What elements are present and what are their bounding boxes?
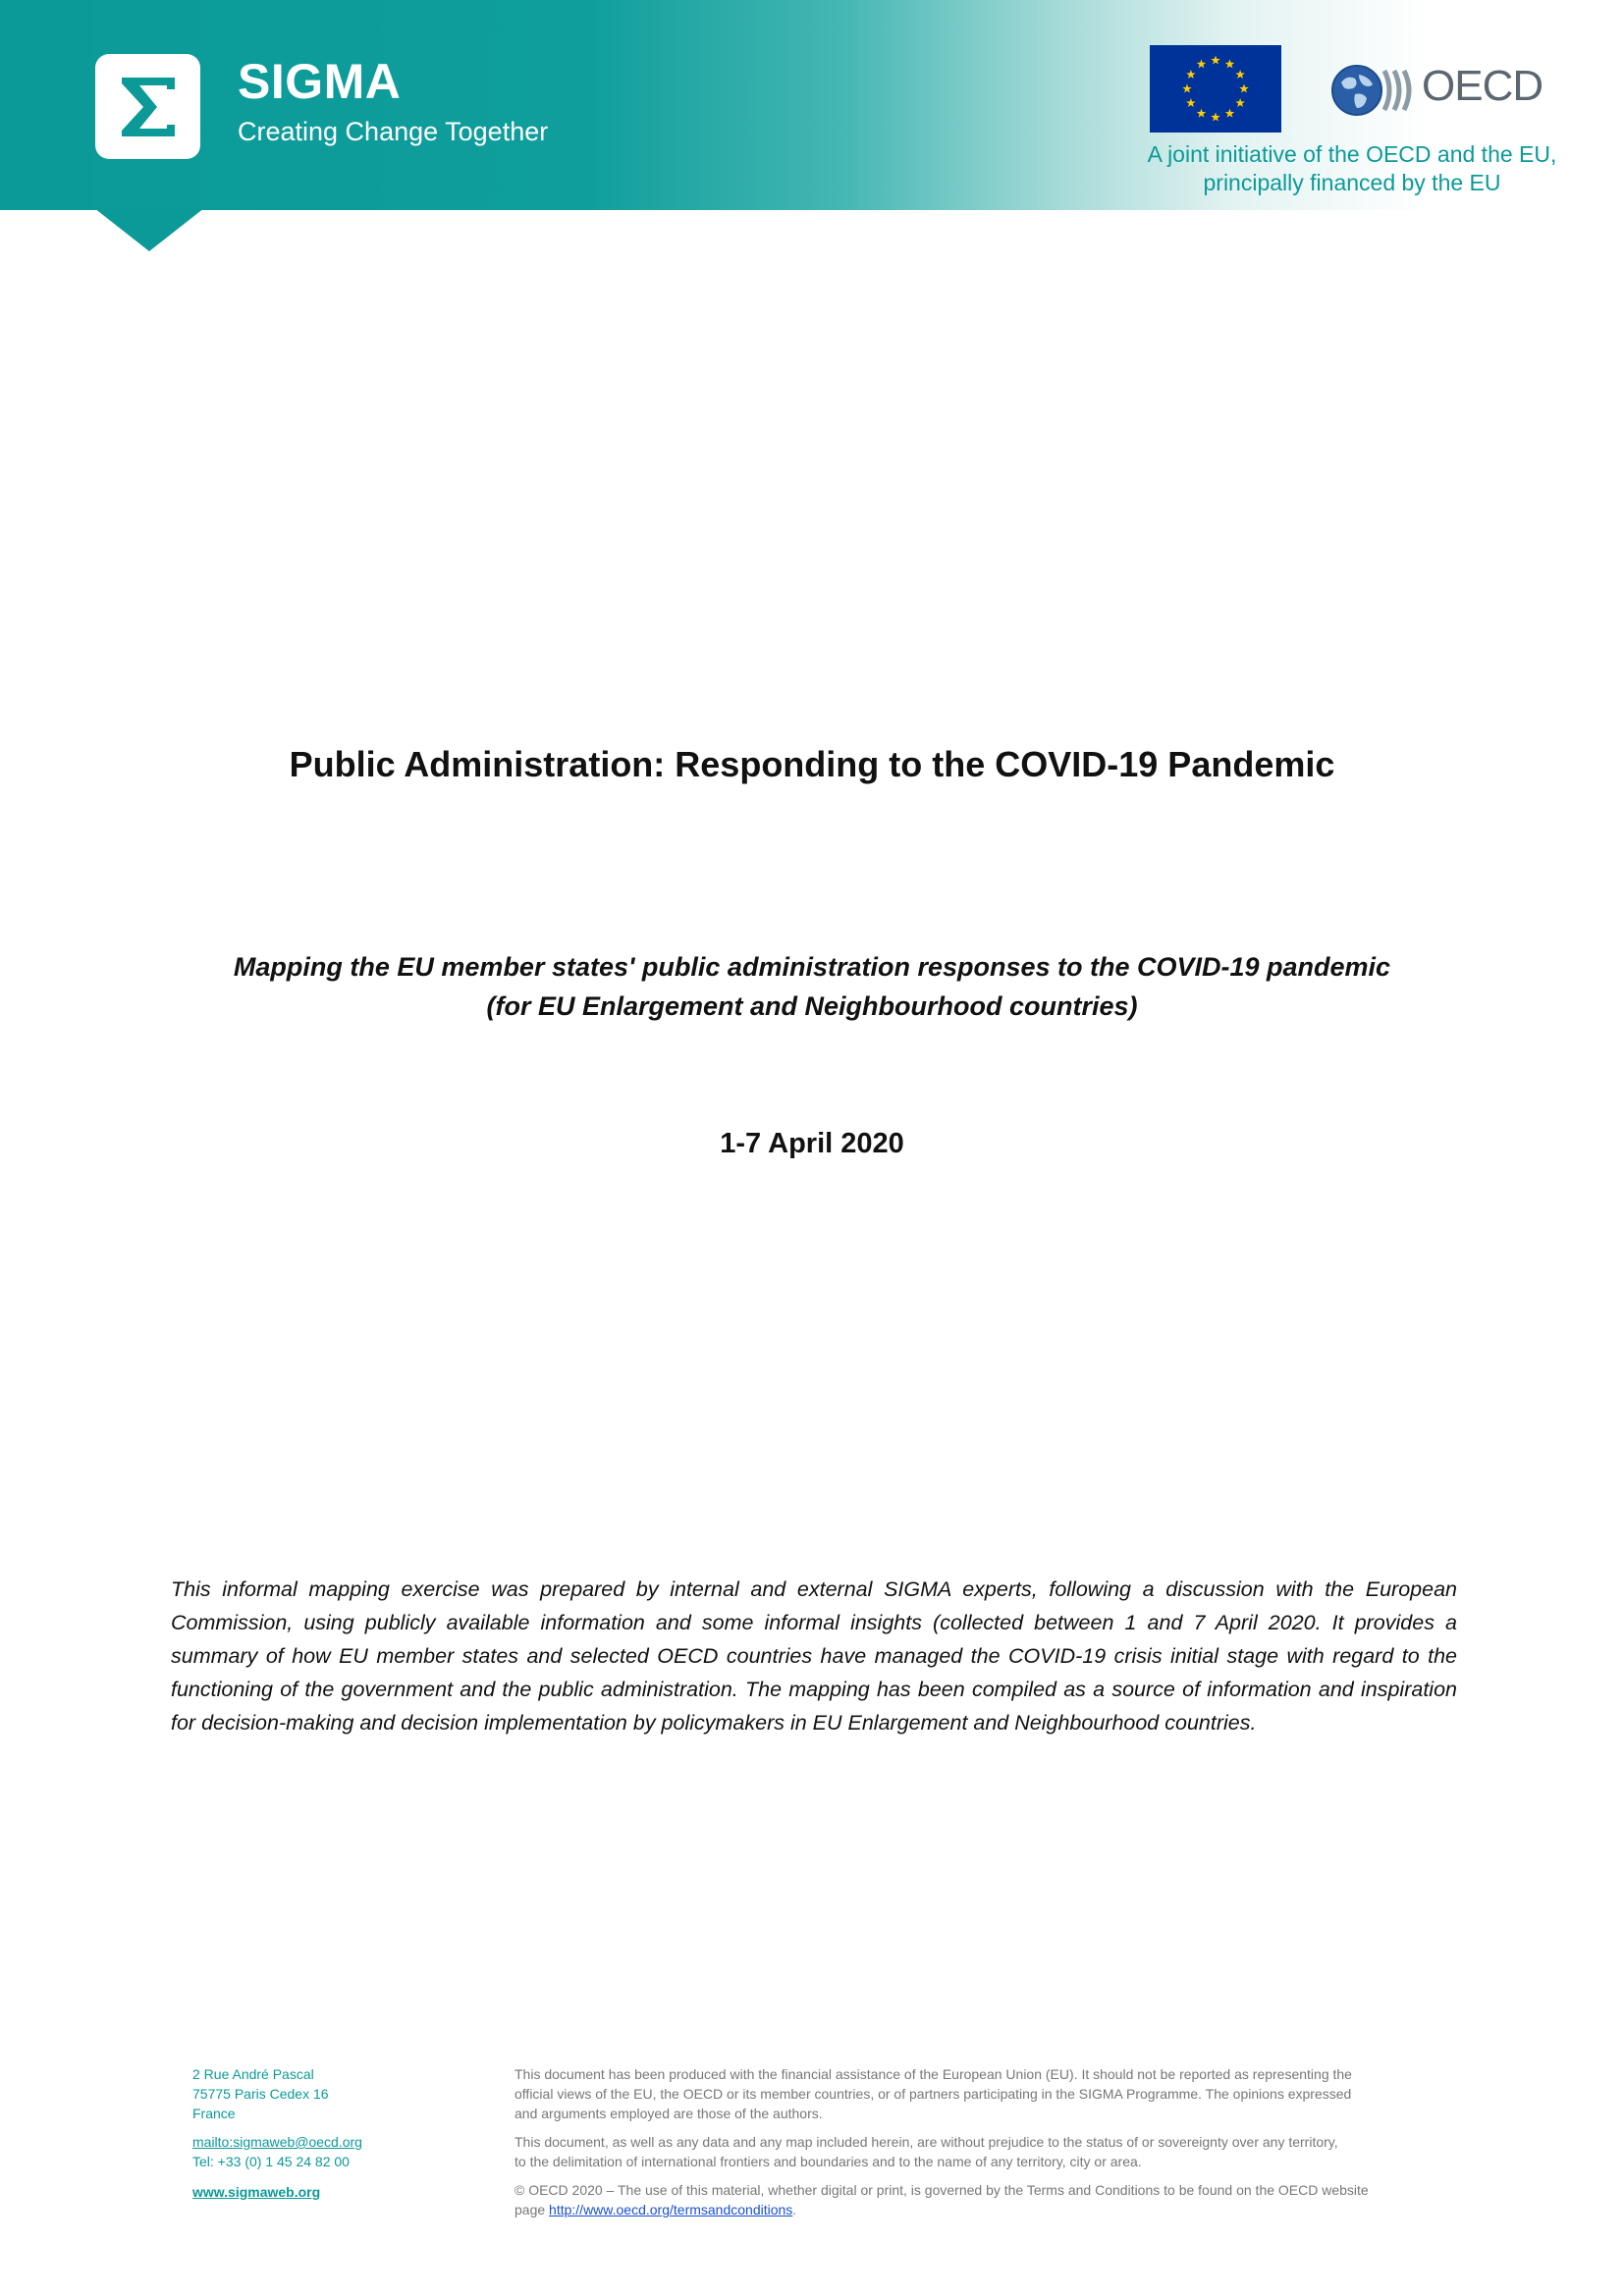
eu-star-icon <box>1186 98 1196 107</box>
eu-flag <box>1150 45 1281 133</box>
disclaimer1-line2: official views of the EU, the OECD or its member countries, or of partners participating in the SIGMA Programme. The opinions expressed <box>514 2086 1352 2102</box>
email-link[interactable]: mailto:sigmaweb@oecd.org <box>192 2134 362 2150</box>
oecd-wordmark: OECD <box>1422 62 1543 110</box>
eu-star-icon <box>1235 98 1245 107</box>
chevrons-icon <box>1380 67 1420 114</box>
telephone: Tel: +33 (0) 1 45 24 82 00 <box>192 2154 350 2169</box>
disclaimer2-line2: to the delimitation of international frontiers and boundaries and to the name of any territory, city or area. <box>514 2154 1142 2169</box>
brand-tagline: Creating Change Together <box>238 117 549 146</box>
address-line3: France <box>192 2106 236 2121</box>
disclaimer1-line1: This document has been produced with the financial assistance of the European Union (EU). It should not be reported as representing the <box>514 2066 1352 2082</box>
sigma-icon <box>118 74 179 140</box>
eu-star-icon <box>1211 113 1220 122</box>
copyright-suffix: . <box>792 2202 797 2217</box>
eu-stars-icon <box>1150 45 1281 133</box>
joint-initiative-line2: principally financed by the EU <box>1203 170 1501 195</box>
document-subtitle-line2: (for EU Enlargement and Neighbourhood countries) <box>486 991 1138 1021</box>
copyright-line1: © OECD 2020 – The use of this material, whether digital or print, is governed by the Terms and Conditions to be found on the OECD website <box>514 2182 1369 2198</box>
joint-initiative-line1: A joint initiative of the OECD and the EU, <box>1147 141 1557 167</box>
eu-star-icon <box>1182 84 1192 93</box>
terms-link[interactable]: http://www.oecd.org/termsandconditions <box>549 2202 793 2217</box>
website-link[interactable]: www.sigmaweb.org <box>192 2184 321 2200</box>
globe-icon <box>1331 65 1382 116</box>
intro-paragraph: This informal mapping exercise was prepared by internal and external SIGMA experts, following a discussion with the European Commission, using publicly available information and some informal insights (collected between 1 and 7 April 2020. It provides a summary of how EU member states and selected OECD countries have managed the COVID-19 crisis initial stage with regard to the functioning of the government and the public administration. The mapping has been compiled as a source of information and inspiration for decision-making and decision implementation by policymakers in EU Enlargement and Neighbourhood countries. <box>171 1577 1457 1735</box>
oecd-logo <box>1331 61 1547 120</box>
address-line1: 2 Rue André Pascal <box>192 2066 314 2082</box>
eu-star-icon <box>1239 84 1249 93</box>
eu-star-icon <box>1225 59 1235 68</box>
eu-star-icon <box>1197 109 1207 118</box>
eu-star-icon <box>1197 59 1207 68</box>
document-title: Public Administration: Responding to the COVID-19 Pandemic <box>289 744 1335 784</box>
eu-star-icon <box>1235 70 1245 79</box>
copyright-line2 <box>514 2200 1437 2219</box>
document-subtitle-line1: Mapping the EU member states' public administration responses to the COVID-19 pandemic <box>233 952 1391 982</box>
disclaimer2-line1: This document, as well as any data and any map included herein, are without prejudice to the status of or sovereignty over any territory, <box>514 2134 1338 2150</box>
document-date: 1-7 April 2020 <box>720 1128 904 1159</box>
sigma-logo <box>95 54 200 159</box>
address-line2: 75775 Paris Cedex 16 <box>192 2086 329 2102</box>
eu-star-icon <box>1225 109 1235 118</box>
disclaimer1-line3: and arguments employed are those of the authors. <box>514 2106 823 2121</box>
eu-star-icon <box>1186 70 1196 79</box>
brand-name: SIGMA <box>238 54 402 109</box>
eu-star-icon <box>1211 56 1220 65</box>
copyright-prefix: page <box>514 2202 550 2217</box>
banner-tab-shape <box>94 208 204 251</box>
